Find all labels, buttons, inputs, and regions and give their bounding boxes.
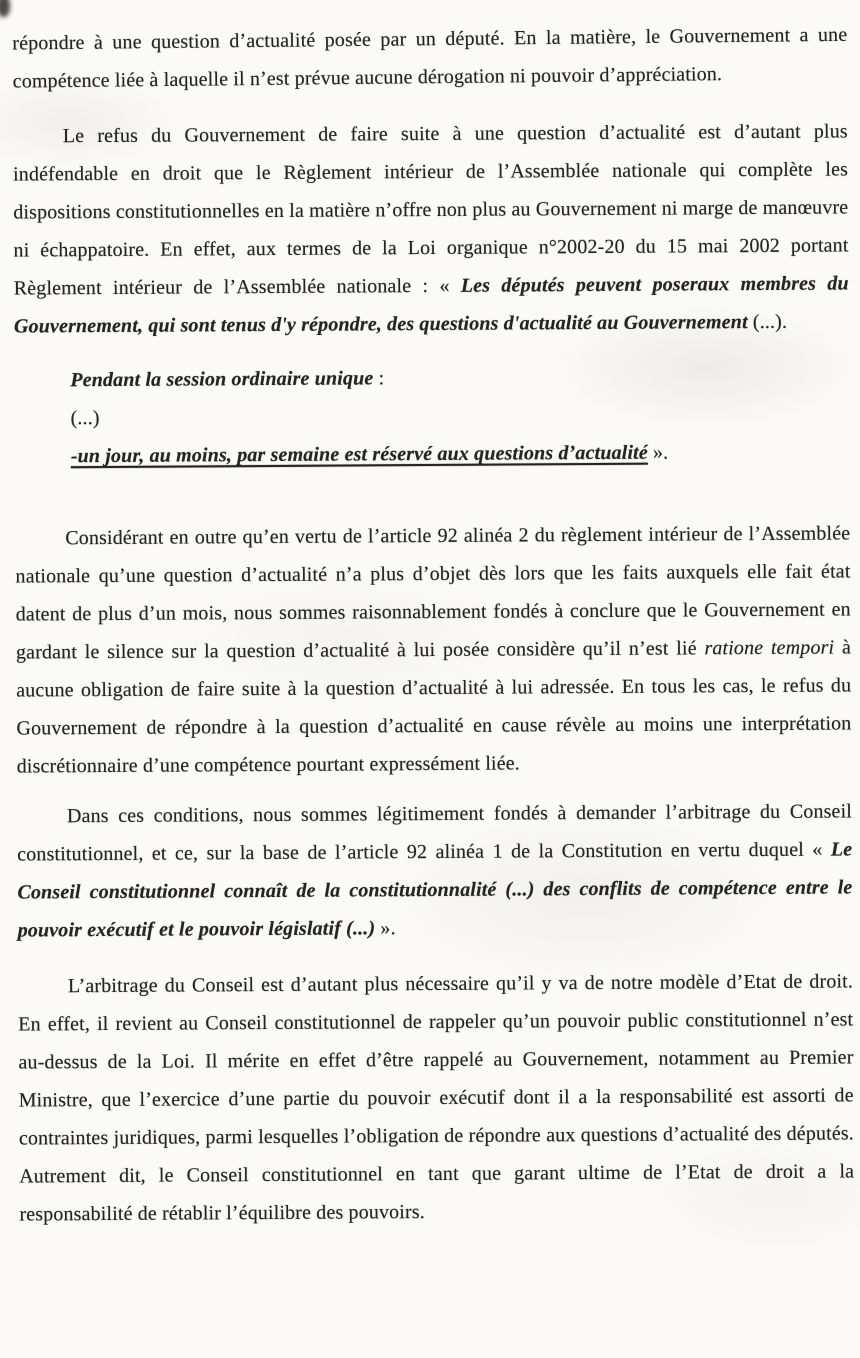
paragraph-text: Considérant en outre qu’en vertu de l’article 92 alinéa 2 du règlement intérieur de l’Assemblée nationale qu’une question d’actualité n’a plus d’objet dès lors que les faits auxquels elle fait état datent de plus d’un mois, nous sommes raisonnablement fondés à conclure que le Gouvernement en gardant le silence sur la question d’actualité à lui posée considère qu’il n’est lié <box>15 522 851 664</box>
ellipsis-text: (...) <box>70 407 100 430</box>
paragraph-text: L’arbitrage du Conseil est d’autant plus nécessaire qu’il y va de notre modèle d’Etat de droit. En effet, il revient au Conseil constitutionnel de rappeler qu’un pouvoir public constitutionnel n’est au-dessus de la Loi. Il mérite en effet d’être rappelé au Gouvernement, notamment au Premier Ministre, que l’exercice d’une partie du pouvoir exécutif dont il a la responsabilité est assorti de contraintes juridiques, parmi lesquelles l’obligation de répondre aux questions d’actualité des députés. Autrement dit, le Conseil constitutionnel en tant que garant ultime de l’Etat de droit a la responsabilité de rétablir l’équilibre des pouvoirs. <box>18 970 855 1226</box>
paragraph-continuation <box>12 16 848 101</box>
paragraph-text: (...). <box>747 310 788 334</box>
paragraph-text: répondre à une question d’actualité posée par un député. En la matière, le Gouvernement a une compétence liée à laquelle il n’est prévue aucune dérogation ni pouvoir d’appréciation. <box>12 23 848 93</box>
paragraph <box>15 514 852 785</box>
paragraph <box>13 112 849 345</box>
paragraph-text: : <box>373 367 385 390</box>
quoted-constitution-text: Le Conseil constitutionnel connaît de la constitutionnalité (...) des conflits de compétence entre le pouvoir exécutif et le pouvoir législatif (...) <box>17 838 853 942</box>
blockquote-line <box>71 432 850 475</box>
paragraph-text: Le refus du Gouvernement de faire suite à une question d’actualité est d’autant plus indéfendable en droit que le Règlement intérieur de l’Assemblée nationale qui complète les dispositions constitutionnelles en la matière n’offre non plus au Gouvernement ni marge de manœuvre ni échappatoire. En effet, aux termes de la Loi organique n°2002-20 du 15 mai 2002 portant Règlement intérieur de l’Assemblée nationale : « <box>12 120 849 300</box>
quoted-law-text: Les députés peuvent poseraux membres du Gouvernement, qui sont tenus d'y répondre, des questions d'actualité au Gouvernement <box>13 272 849 338</box>
paragraph <box>17 792 853 949</box>
paragraph-text: Dans ces conditions, nous sommes légitimement fondés à demander l’arbitrage du Conseil constitutionnel, et ce, sur la base de l’article 92 alinéa 1 de la Constitution en vertu duquel « <box>17 800 853 866</box>
blockquote-line <box>70 394 849 437</box>
blockquote-line <box>70 356 849 399</box>
paragraph-text: ». <box>375 917 396 940</box>
paragraph-text: ». <box>647 441 669 464</box>
latin-phrase: ratione tempori <box>704 636 835 660</box>
paragraph-text: à aucune obligation de faire suite à la question d’actualité à lui adressée. En tous les cas, le refus du Gouvernement de répondre à la question d’actualité en cause révèle au moins une interprétation discrétionnaire d’une compétence pourtant expressément liée. <box>16 636 852 778</box>
quoted-law-text-underlined: -un jour, au moins, par semaine est réservé aux questions d’actualité <box>70 441 648 468</box>
quoted-law-text: Pendant la session ordinaire unique <box>70 367 374 392</box>
paragraph <box>18 962 855 1233</box>
